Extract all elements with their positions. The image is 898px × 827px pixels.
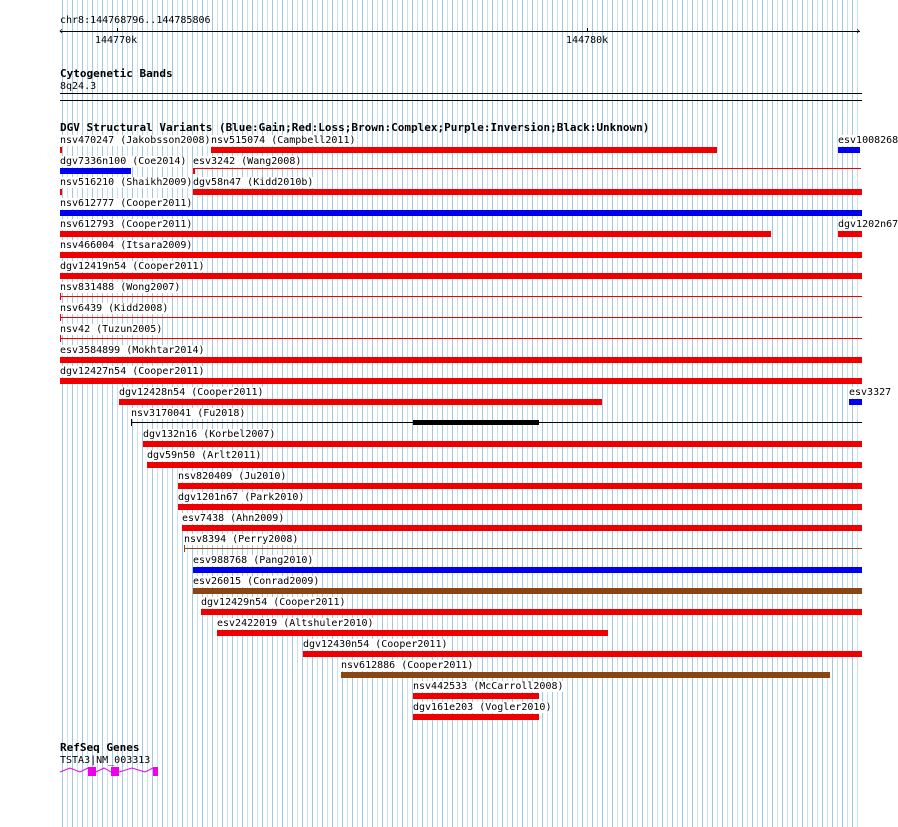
- refseq-gene-model[interactable]: [58, 762, 162, 778]
- variant-bar-loss[interactable]: [60, 317, 862, 318]
- refseq-track-title: RefSeq Genes: [60, 741, 140, 754]
- variant-bar-complex[interactable]: [184, 548, 862, 549]
- variant-bar-complex[interactable]: [193, 588, 862, 594]
- variant-bar-loss[interactable]: [303, 651, 862, 657]
- variant-label[interactable]: esv988768 (Pang2010): [193, 555, 314, 566]
- variant-bar-loss[interactable]: [60, 189, 62, 195]
- refseq-gene-label[interactable]: TSTA3|NM_003313: [60, 755, 151, 766]
- variant-bar-loss[interactable]: [60, 338, 862, 339]
- variant-label[interactable]: esv3327: [849, 387, 892, 398]
- variant-label[interactable]: esv2422019 (Altshuler2010): [217, 618, 374, 629]
- variant-label[interactable]: nsv466004 (Itsara2009): [60, 240, 193, 251]
- variant-bar-loss[interactable]: [143, 441, 862, 447]
- variant-label[interactable]: dgv1202n67: [838, 219, 898, 230]
- variant-label[interactable]: nsv8394 (Perry2008): [184, 534, 299, 545]
- variant-label[interactable]: dgv58n47 (Kidd2010b): [193, 177, 314, 188]
- variant-bar-loss[interactable]: [838, 231, 862, 237]
- variant-bar-loss[interactable]: [60, 378, 862, 384]
- variant-bar-loss[interactable]: [119, 399, 602, 405]
- variant-label[interactable]: esv3242 (Wang2008): [193, 156, 302, 167]
- variant-label[interactable]: dgv12429n54 (Cooper2011): [201, 597, 346, 608]
- variant-span-line: [193, 168, 861, 169]
- variant-bar-loss[interactable]: [178, 504, 862, 510]
- variant-bar-loss[interactable]: [60, 231, 771, 237]
- ruler-right-arrow-icon: ›: [855, 26, 862, 37]
- variant-bar-gain[interactable]: [193, 567, 862, 573]
- variant-label[interactable]: esv26015 (Conrad2009): [193, 576, 320, 587]
- intron-line: [119, 768, 153, 772]
- variant-label[interactable]: dgv7336n100 (Coe2014): [60, 156, 187, 167]
- variant-label[interactable]: nsv831488 (Wong2007): [60, 282, 181, 293]
- variant-label[interactable]: nsv612777 (Cooper2011): [60, 198, 193, 209]
- cytoband-track-title: Cytogenetic Bands: [60, 67, 173, 80]
- variant-end-tick: [60, 293, 61, 300]
- variant-bar-loss[interactable]: [60, 252, 862, 258]
- ruler-range-label: chr8:144768796..144785806: [60, 15, 211, 26]
- variant-bar-loss[interactable]: [413, 693, 539, 699]
- variant-bar-loss[interactable]: [178, 483, 862, 489]
- variant-core-block[interactable]: [413, 420, 539, 425]
- variant-bar-complex[interactable]: [341, 672, 830, 678]
- variant-end-tick: [184, 545, 185, 552]
- ruler-tick-major: [587, 28, 588, 32]
- variant-end-tick: [131, 419, 132, 426]
- cytoband-top-border: [60, 93, 862, 94]
- variant-bar-loss[interactable]: [60, 147, 62, 153]
- variant-label[interactable]: nsv820409 (Ju2010): [178, 471, 287, 482]
- variant-label[interactable]: dgv161e203 (Vogler2010): [413, 702, 552, 713]
- variant-bar-gain[interactable]: [849, 399, 862, 405]
- exon-block: [153, 767, 158, 776]
- variant-bar-loss[interactable]: [147, 462, 862, 468]
- exon-block: [88, 767, 96, 776]
- variant-bar-loss[interactable]: [60, 296, 862, 297]
- dgv-track-title: DGV Structural Variants (Blue:Gain;Red:Loss;Brown:Complex;Purple:Inversion;Black:Unknown): [60, 121, 650, 134]
- variant-label[interactable]: dgv132n16 (Korbel2007): [143, 429, 276, 440]
- variant-label[interactable]: dgv12428n54 (Cooper2011): [119, 387, 264, 398]
- variant-label[interactable]: dgv12419n54 (Cooper2011): [60, 261, 205, 272]
- variant-label[interactable]: nsv612793 (Cooper2011): [60, 219, 193, 230]
- exon-block: [111, 767, 119, 776]
- variant-label[interactable]: esv1008268: [838, 135, 898, 146]
- variant-label[interactable]: dgv1201n67 (Park2010): [178, 492, 305, 503]
- ruler-left-arrow-icon: ‹: [58, 26, 65, 37]
- intron-line: [60, 768, 88, 772]
- variant-end-tick: [60, 335, 61, 342]
- variant-label[interactable]: nsv6439 (Kidd2008): [60, 303, 169, 314]
- variant-bar-loss[interactable]: [60, 273, 862, 279]
- variant-label[interactable]: nsv516210 (Shaikh2009): [60, 177, 193, 188]
- variant-bar-loss[interactable]: [193, 189, 862, 195]
- ruler-tick-label: 144770k: [95, 35, 138, 46]
- variant-label[interactable]: dgv12427n54 (Cooper2011): [60, 366, 205, 377]
- variant-label[interactable]: dgv12430n54 (Cooper2011): [303, 639, 448, 650]
- variant-label[interactable]: nsv42 (Tuzun2005): [60, 324, 163, 335]
- ruler-axis-line: [60, 31, 860, 32]
- variant-bar-loss[interactable]: [211, 147, 717, 153]
- variant-label[interactable]: nsv470247 (Jakobsson2008): [60, 135, 211, 146]
- ruler-tick-major: [117, 28, 118, 32]
- variant-label[interactable]: nsv612886 (Cooper2011): [341, 660, 474, 671]
- variant-label[interactable]: esv7438 (Ahn2009): [182, 513, 285, 524]
- variant-bar-loss[interactable]: [60, 357, 862, 363]
- variant-label[interactable]: nsv3170041 (Fu2018): [131, 408, 246, 419]
- variant-bar-gain[interactable]: [838, 147, 860, 153]
- variant-label[interactable]: nsv442533 (McCarroll2008): [413, 681, 564, 692]
- variant-bar-loss[interactable]: [201, 609, 862, 615]
- variant-bar-gain[interactable]: [60, 168, 131, 174]
- variant-label[interactable]: nsv515074 (Campbell2011): [211, 135, 356, 146]
- ruler-tick-label: 144780k: [566, 35, 609, 46]
- cytoband-label[interactable]: 8q24.3: [60, 81, 97, 92]
- variant-end-tick: [60, 314, 61, 321]
- variant-bar-loss[interactable]: [182, 525, 862, 531]
- variant-label[interactable]: dgv59n50 (Arlt2011): [147, 450, 262, 461]
- variant-label[interactable]: esv3584899 (Mokhtar2014): [60, 345, 205, 356]
- cytoband-bottom-border: [60, 100, 862, 101]
- intron-line: [96, 768, 111, 772]
- variant-bar-loss[interactable]: [217, 630, 608, 636]
- variant-bar-gain[interactable]: [60, 210, 862, 216]
- variant-bar-loss[interactable]: [413, 714, 539, 720]
